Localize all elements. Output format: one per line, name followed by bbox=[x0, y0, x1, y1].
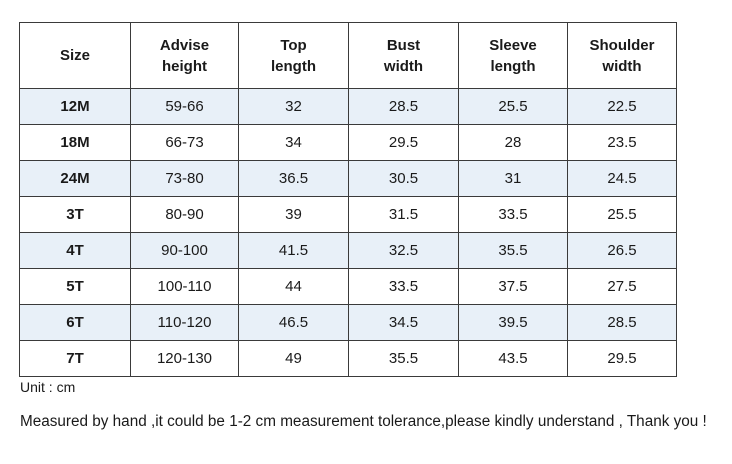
bust-width-cell: 28.5 bbox=[349, 89, 459, 125]
sleeve-length-cell: 33.5 bbox=[459, 197, 568, 233]
top-length-cell: 41.5 bbox=[239, 233, 349, 269]
shoulder-width-cell: 27.5 bbox=[568, 269, 677, 305]
size-cell: 12M bbox=[20, 89, 131, 125]
table-row bbox=[20, 161, 677, 197]
bust-width-cell: 29.5 bbox=[349, 125, 459, 161]
shoulder-width-cell: 22.5 bbox=[568, 89, 677, 125]
sleeve-length-cell: 37.5 bbox=[459, 269, 568, 305]
bust-width-cell: 35.5 bbox=[349, 341, 459, 377]
advise-height-cell: 120-130 bbox=[131, 341, 239, 377]
sleeve-length-cell: 35.5 bbox=[459, 233, 568, 269]
header-bust-width: Bust width bbox=[349, 23, 459, 89]
size-cell: 18M bbox=[20, 125, 131, 161]
header-advise-height: Advise height bbox=[131, 23, 239, 89]
table-row bbox=[20, 125, 677, 161]
advise-height-cell: 73-80 bbox=[131, 161, 239, 197]
size-cell: 4T bbox=[20, 233, 131, 269]
sleeve-length-cell: 28 bbox=[459, 125, 568, 161]
top-length-cell: 49 bbox=[239, 341, 349, 377]
sleeve-length-cell: 25.5 bbox=[459, 89, 568, 125]
advise-height-cell: 90-100 bbox=[131, 233, 239, 269]
size-cell: 24M bbox=[20, 161, 131, 197]
shoulder-width-cell: 23.5 bbox=[568, 125, 677, 161]
top-length-cell: 32 bbox=[239, 89, 349, 125]
table-row bbox=[20, 233, 677, 269]
bust-width-cell: 33.5 bbox=[349, 269, 459, 305]
bust-width-cell: 34.5 bbox=[349, 305, 459, 341]
top-length-cell: 46.5 bbox=[239, 305, 349, 341]
bust-width-cell: 30.5 bbox=[349, 161, 459, 197]
header-row bbox=[20, 23, 677, 89]
shoulder-width-cell: 26.5 bbox=[568, 233, 677, 269]
top-length-cell: 44 bbox=[239, 269, 349, 305]
sleeve-length-cell: 39.5 bbox=[459, 305, 568, 341]
shoulder-width-cell: 28.5 bbox=[568, 305, 677, 341]
top-length-cell: 34 bbox=[239, 125, 349, 161]
size-cell: 3T bbox=[20, 197, 131, 233]
advise-height-cell: 110-120 bbox=[131, 305, 239, 341]
advise-height-cell: 59-66 bbox=[131, 89, 239, 125]
sleeve-length-cell: 31 bbox=[459, 161, 568, 197]
bust-width-cell: 32.5 bbox=[349, 233, 459, 269]
size-cell: 7T bbox=[20, 341, 131, 377]
top-length-cell: 39 bbox=[239, 197, 349, 233]
header-top-length: Top length bbox=[239, 23, 349, 89]
header-sleeve-length: Sleeve length bbox=[459, 23, 568, 89]
shoulder-width-cell: 24.5 bbox=[568, 161, 677, 197]
size-chart-table bbox=[19, 22, 677, 377]
advise-height-cell: 80-90 bbox=[131, 197, 239, 233]
unit-note: Unit : cm bbox=[20, 379, 76, 395]
table-row bbox=[20, 89, 677, 125]
size-cell: 5T bbox=[20, 269, 131, 305]
shoulder-width-cell: 25.5 bbox=[568, 197, 677, 233]
bust-width-cell: 31.5 bbox=[349, 197, 459, 233]
advise-height-cell: 66-73 bbox=[131, 125, 239, 161]
top-length-cell: 36.5 bbox=[239, 161, 349, 197]
sleeve-length-cell: 43.5 bbox=[459, 341, 568, 377]
header-size: Size bbox=[20, 23, 131, 89]
advise-height-cell: 100-110 bbox=[131, 269, 239, 305]
shoulder-width-cell: 29.5 bbox=[568, 341, 677, 377]
table-row bbox=[20, 197, 677, 233]
size-cell: 6T bbox=[20, 305, 131, 341]
table-row bbox=[20, 269, 677, 305]
measurement-disclaimer: Measured by hand ,it could be 1-2 cm measurement tolerance,please kindly understand , Thank you ! bbox=[20, 413, 707, 430]
table-row bbox=[20, 341, 677, 377]
header-shoulder-width: Shoulder width bbox=[568, 23, 677, 89]
table-row bbox=[20, 305, 677, 341]
